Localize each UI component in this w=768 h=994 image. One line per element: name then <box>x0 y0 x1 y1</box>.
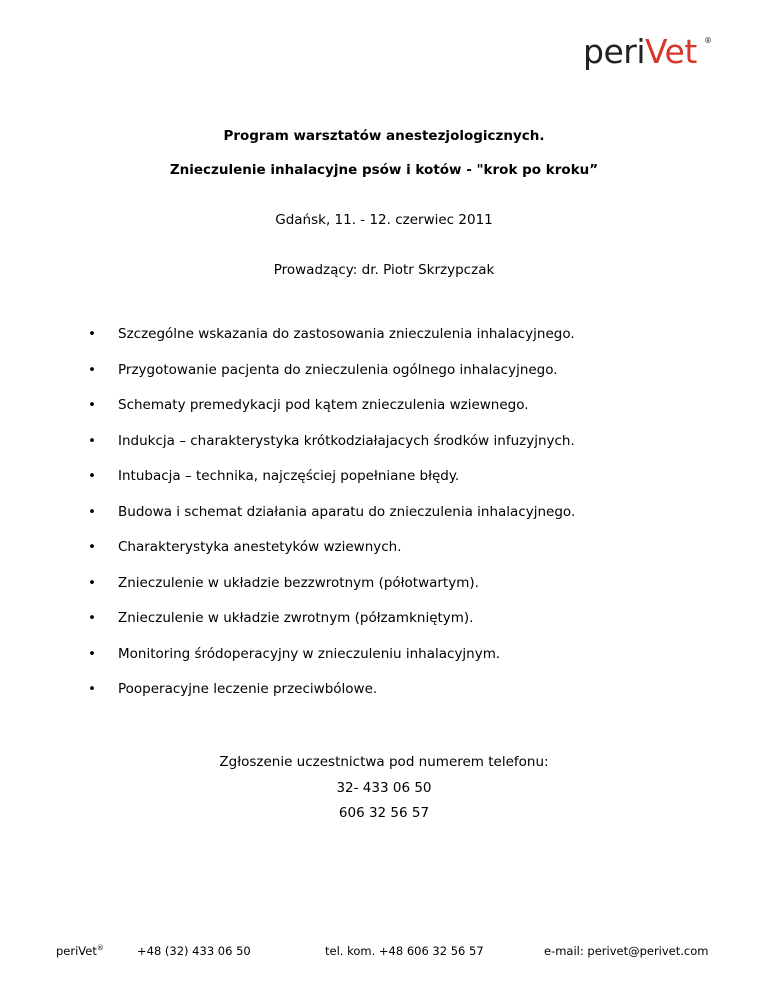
topic-text: Monitoring śródoperacyjny w znieczuleniu inhalacyjnym. <box>118 645 501 662</box>
footer-phone: +48 (32) 433 06 50 <box>137 944 251 958</box>
lecturer: Prowadzący: dr. Piotr Skrzypczak <box>273 262 495 278</box>
topic-item <box>88 397 748 413</box>
topic-text: Charakterystyka anestetyków wziewnych. <box>118 539 402 555</box>
logo-text <box>583 32 697 71</box>
topic-text: Budowa i schemat działania aparatu do znieczulenia inhalacyjnego. <box>118 503 576 520</box>
document-title: Program warsztatów anestezjologicznych. <box>223 128 545 144</box>
topic-item <box>88 326 748 342</box>
topic-text: Schematy premedykacji pod kątem znieczulenia wziewnego. <box>118 397 529 413</box>
bullet-icon: • <box>88 432 96 449</box>
registration-phone-2: 606 32 56 57 <box>338 805 430 821</box>
topic-item <box>88 539 748 555</box>
topic-item <box>88 504 748 520</box>
topic-text: Szczególne wskazania do zastosowania znieczulenia inhalacyjnego. <box>118 326 575 342</box>
topic-text: Indukcja – charakterystyka krótkodziałajacych środków infuzyjnych. <box>118 432 575 449</box>
topic-item <box>88 681 748 697</box>
topic-item <box>88 646 748 662</box>
footer-brand <box>56 944 104 958</box>
bullet-icon: • <box>88 610 96 626</box>
topic-text: Znieczulenie w układzie zwrotnym (półzamkniętym). <box>118 610 474 626</box>
bullet-icon: • <box>88 397 96 413</box>
topic-item <box>88 362 748 378</box>
bullet-icon: • <box>88 539 96 555</box>
footer-registered-mark: ® <box>96 944 104 953</box>
topic-item <box>88 468 748 484</box>
logo-part-vet: Vet <box>645 32 697 71</box>
bullet-icon: • <box>88 361 96 378</box>
bullet-icon: • <box>88 574 96 591</box>
topic-text: Przygotowanie pacjenta do znieczulenia ogólnego inhalacyjnego. <box>118 361 558 378</box>
bullet-icon: • <box>88 681 96 697</box>
footer-mobile: tel. kom. +48 606 32 56 57 <box>325 944 484 958</box>
logo-part-peri: peri <box>583 32 645 71</box>
place-date: Gdańsk, 11. - 12. czerwiec 2011 <box>275 212 493 228</box>
registration-phone-1: 32- 433 06 50 <box>336 780 432 796</box>
bullet-icon: • <box>88 326 96 342</box>
registration-label: Zgłoszenie uczestnictwa pod numerem telefonu: <box>219 754 549 770</box>
topic-item <box>88 610 748 626</box>
bullet-icon: • <box>88 468 96 484</box>
topic-text: Znieczulenie w układzie bezzwrotnym (półotwartym). <box>118 574 479 591</box>
registered-mark: ® <box>704 36 712 45</box>
bullet-icon: • <box>88 645 96 662</box>
topic-item <box>88 433 748 449</box>
footer-email: e-mail: perivet@perivet.com <box>544 944 709 958</box>
topic-text: Intubacja – technika, najczęściej popełniane błędy. <box>118 468 460 484</box>
bullet-icon: • <box>88 503 96 520</box>
perivet-logo <box>583 30 712 74</box>
topic-item <box>88 575 748 591</box>
document-subtitle: Znieczulenie inhalacyjne psów i kotów - "krok po kroku” <box>169 162 599 178</box>
footer-brand-text: periVet <box>56 944 97 958</box>
topic-text: Pooperacyjne leczenie przeciwbólowe. <box>118 681 378 697</box>
